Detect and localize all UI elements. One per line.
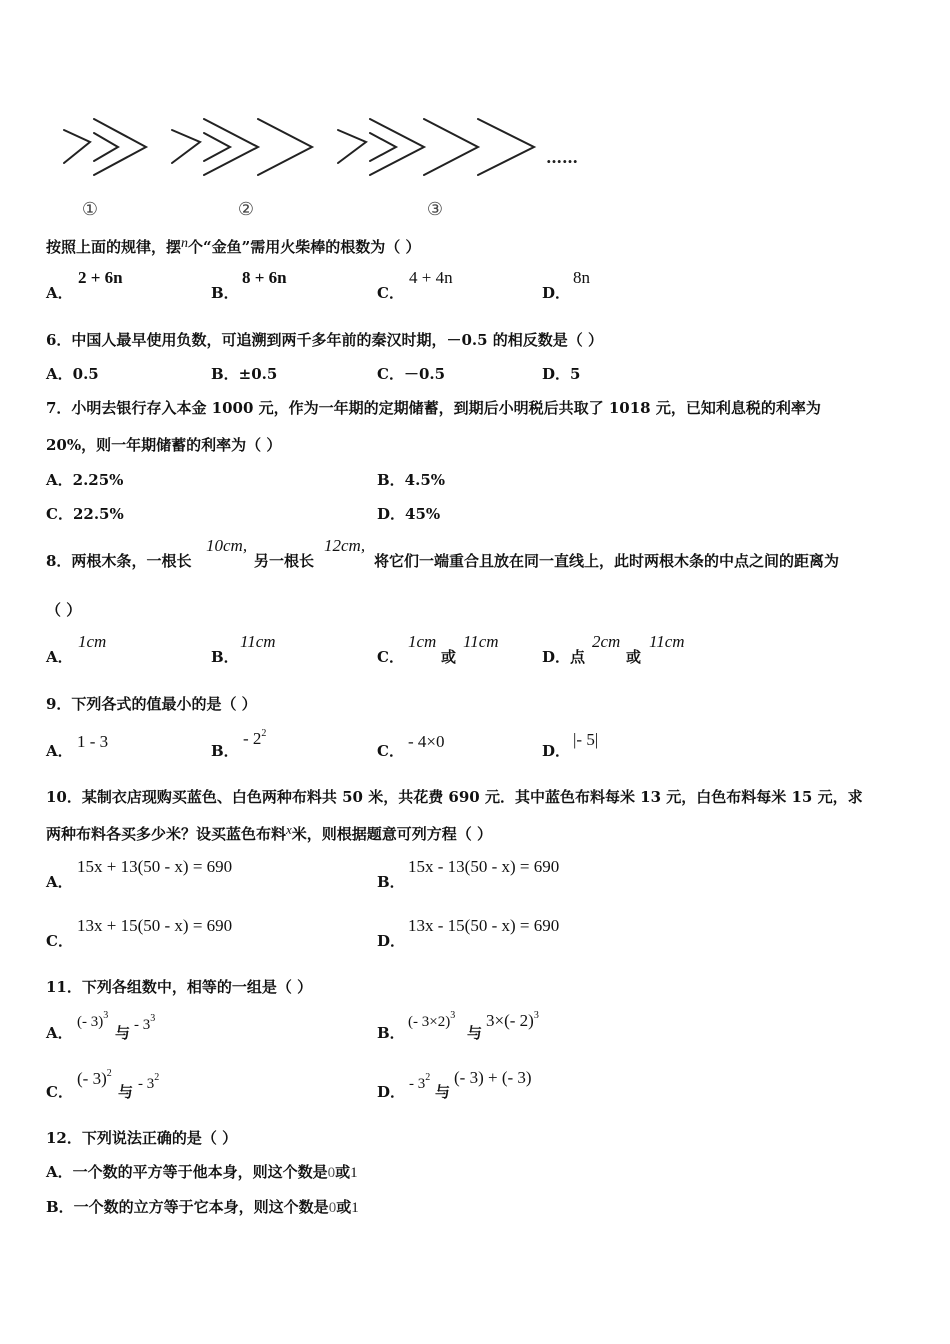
q11-option-a-left [77,1010,108,1031]
q9-stem: 9．下列各式的值最小的是（ ） [46,695,257,713]
q10-var-x: x [286,822,292,837]
q12-option-b-zero: 0 [328,1200,337,1216]
q9-option-c-expr: - 4×0 [408,732,445,751]
q10-option-a-letter: A． [46,873,73,891]
q11-option-c-right-exponent: 2 [154,1072,160,1083]
q5-option-d-expr: 8n [573,268,590,287]
fish-2 [172,119,312,175]
q9-option-a-letter: A． [46,742,73,760]
q10-option-d-letter: D． [377,932,406,950]
q11-option-d-left-exponent: 2 [425,1072,431,1083]
q8-option-b-letter: B． [211,648,239,666]
q6-stem: 6．中国人最早使用负数，可追溯到两千多年前的秦汉时期，－0.5 的相反数是（ ） [46,331,603,349]
q11-option-b-right-base: 3×(- 2) [486,1011,534,1030]
q10-stem-line1: 10．某制衣店现购买蓝色、白色两种布料共 50 米，共花费 690 元．其中蓝色布料每米 13 元，白色布料每米 15 元，求 [46,788,863,806]
q8-option-d-value-1: 2cm [592,632,621,651]
q9-option-c-letter: C． [377,742,404,760]
q7-option-a: A．2.25% [46,471,124,489]
q7-option-b: B．4.5% [377,471,446,489]
q11-option-b-right [486,1010,539,1031]
q5-stem [46,236,421,257]
q12-option-a-zero: 0 [327,1165,336,1181]
q11-option-c-right [138,1072,159,1093]
q11-option-b-right-exponent: 3 [533,1010,539,1021]
q6-option-d: D．5 [542,365,581,383]
q8-option-c-letter: C． [377,648,404,666]
figure-label-2: ② [237,199,255,220]
q10-stem-line2-post: 米，则根据题意可列方程（ ） [291,825,493,843]
fish-1 [64,119,146,175]
q6-option-c: C．－0.5 [377,365,446,383]
q9-option-b-exponent: 2 [261,728,267,739]
q11-option-c-right-base: - 3 [138,1076,155,1092]
q12-option-b-text: B．一个数的立方等于它本身，则这个数是 [46,1198,329,1216]
q8-option-c-value-1: 1cm [408,632,437,651]
q5-option-c-letter: C． [377,284,404,302]
q5-stem-pre: 按照上面的规律，摆 [46,238,182,256]
q8-option-d-value-2: 11cm [649,632,685,651]
q10-option-b-letter: B． [377,873,405,891]
q8-stem-c: 将它们一端重合且放在同一直线上，此时两根木条的中点之间的距离为 [374,552,840,570]
q11-option-b-left [408,1010,455,1031]
q11-option-d-right: (- 3) + (- 3) [454,1068,532,1087]
q11-option-a-left-base: (- 3) [77,1014,104,1030]
q9-option-b-letter: B． [211,742,239,760]
q5-option-d-letter: D． [542,284,571,302]
q11-option-a-right-base: - 3 [134,1017,151,1033]
q11-option-d-letter: D． [377,1083,406,1101]
q11-stem: 11．下列各组数中，相等的一组是（ ） [46,978,313,996]
q8-option-b-value: 11cm [240,632,276,651]
q12-option-b [46,1196,359,1217]
q9-option-a-expr: 1 - 3 [77,732,109,751]
q8-length-2: 12cm, [324,536,366,555]
q8-option-a-value: 1cm [78,632,107,651]
q11-option-d-left [409,1072,430,1093]
q5-stem-post: 个“金鱼”需用火柴棒的根数为（ ） [188,238,421,256]
q11-option-c-left-exponent: 2 [106,1068,112,1079]
q11-option-c-left-base: (- 3) [77,1069,107,1088]
q11-option-c-left [77,1068,112,1089]
q10-option-c-letter: C． [46,932,73,950]
q12-option-b-or: 或 [336,1198,352,1216]
q7-stem-line2: 20%，则一年期储蓄的利率为（ ） [46,436,282,454]
matchstick-fish-figure [50,105,610,225]
q5-option-c-expr: 4 + 4n [409,268,453,287]
q11-option-b-left-base: (- 3×2) [408,1014,451,1030]
q8-stem-a: 8．两根木条，一根长 [46,552,192,570]
q10-option-a-expr: 15x + 13(50 - x) = 690 [77,857,233,876]
q7-option-c: C．22.5% [46,505,124,523]
q11-option-a-letter: A． [46,1024,73,1042]
q8-stem-b: 另一根长 [254,552,315,570]
q7-stem-line1: 7．小明去银行存入本金 1000 元，作为一年期的定期储蓄，到期后小明税后共取了 1018 元，已知利息税的利率为 [46,399,821,417]
q12-stem: 12．下列说法正确的是（ ） [46,1129,238,1147]
q10-option-b-expr: 15x - 13(50 - x) = 690 [408,857,560,876]
q11-option-a-right-exponent: 3 [150,1013,156,1024]
q10-option-d-expr: 13x - 15(50 - x) = 690 [408,916,560,935]
q5-option-a-letter: A． [46,284,73,302]
q10-stem-line2-pre: 两种布料各买多少米？设买蓝色布料 [46,825,287,843]
q11-option-b-left-exponent: 3 [450,1010,456,1021]
q8-option-a-letter: A． [46,648,73,666]
q8-option-c-value-2: 11cm [463,632,499,651]
q12-option-a [46,1161,358,1182]
q12-option-b-one: 1 [351,1200,359,1216]
fish-3 [338,119,534,175]
q5-option-a-expr: 2 + 6n [78,268,123,287]
q6-option-a: A．0.5 [46,365,99,383]
q7-option-d: D．45% [377,505,441,523]
q8-length-1: 10cm, [206,536,248,555]
figure-label-1: ① [81,199,99,220]
q9-option-d-letter: D． [542,742,571,760]
q8-stem-line2: （ ） [46,601,82,619]
q11-option-a-left-exponent: 3 [103,1010,109,1021]
q5-option-b-letter: B． [211,284,239,302]
q5-option-b-expr: 8 + 6n [242,268,287,287]
q9-option-b-base: - 2 [243,729,262,748]
q11-option-b-letter: B． [377,1024,405,1042]
q12-option-a-one: 1 [350,1165,358,1181]
q11-option-c-yu: 与 [118,1083,134,1101]
q11-option-b-yu: 与 [467,1024,483,1042]
q8-option-c-or: 或 [441,648,457,666]
q10-option-c-expr: 13x + 15(50 - x) = 690 [77,916,233,935]
q12-option-a-or: 或 [335,1163,351,1181]
q11-option-a-yu: 与 [115,1024,131,1042]
q6-option-b: B．±0.5 [211,365,278,383]
q12-option-a-text: A．一个数的平方等于他本身，则这个数是 [46,1163,328,1181]
q11-option-a-right [134,1013,155,1034]
figure-ellipsis: …… [546,148,578,167]
q9-option-d-expr: |- 5| [573,730,599,749]
q8-option-d-letter: D．点 [542,648,586,666]
q9-option-b-expr [243,728,266,749]
q10-stem-line2 [46,822,492,844]
figure-label-3: ③ [426,199,444,220]
q11-option-c-letter: C． [46,1083,73,1101]
q8-option-d-or: 或 [626,648,642,666]
q11-option-d-yu: 与 [435,1083,451,1101]
q11-option-d-left-base: - 3 [409,1076,426,1092]
q5-var-n: n [181,236,189,251]
